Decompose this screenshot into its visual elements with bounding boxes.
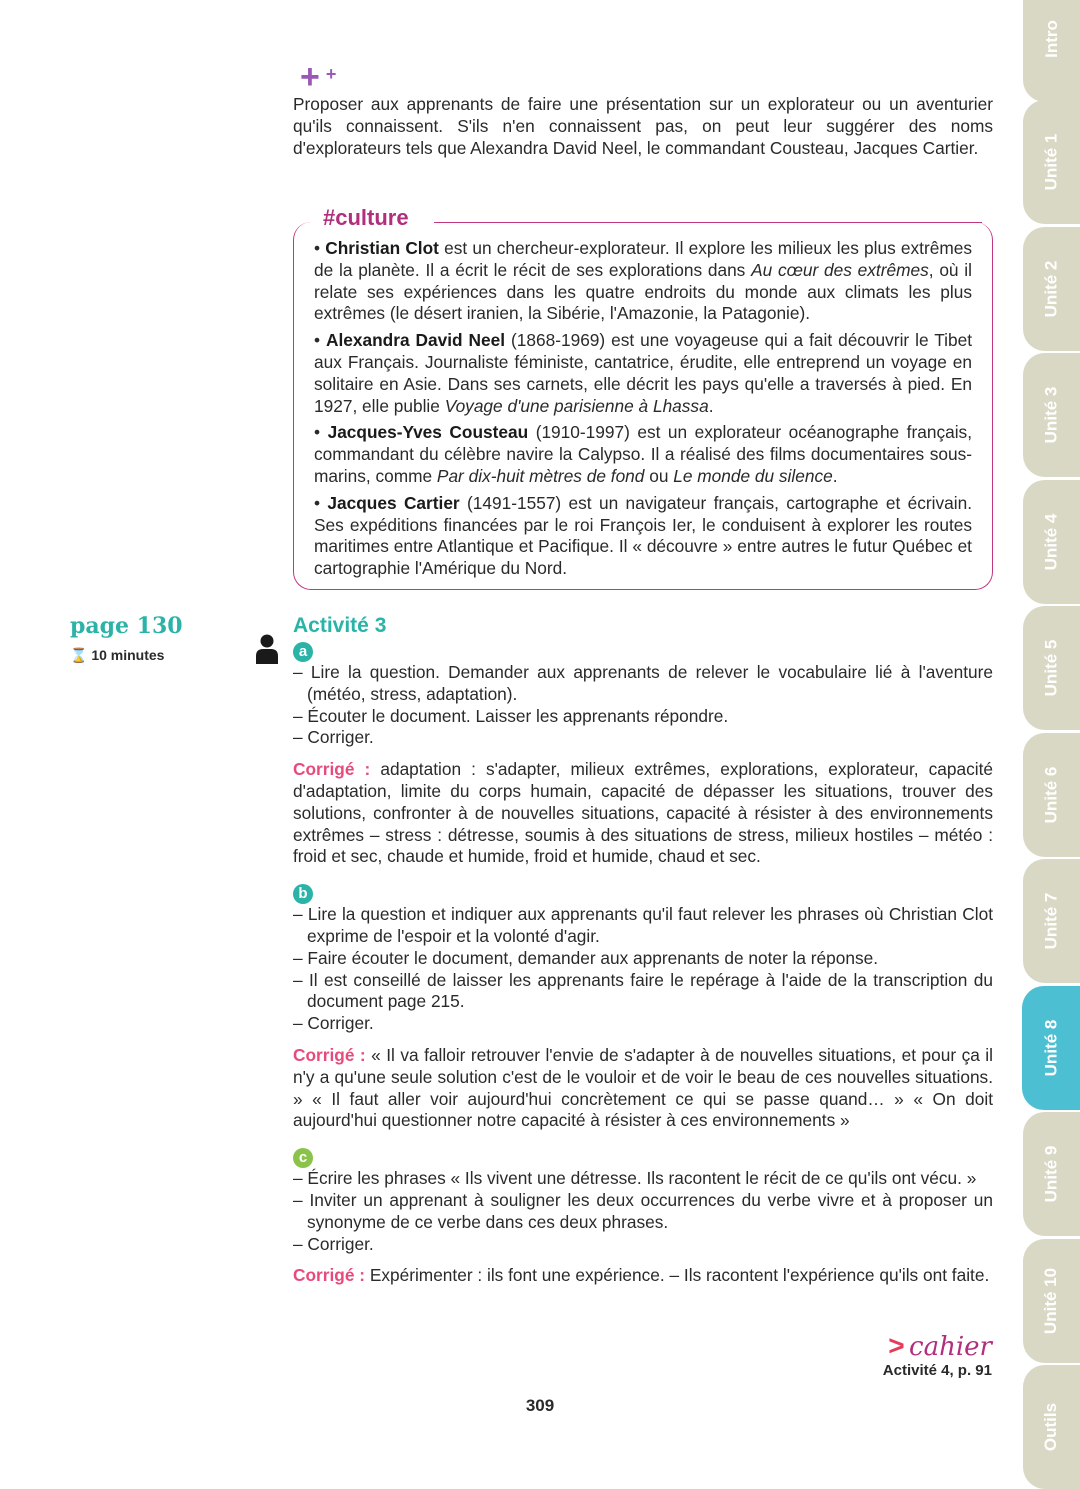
tab-unit-9[interactable]: Unité 9 bbox=[1023, 1112, 1080, 1236]
plus-icons bbox=[300, 58, 337, 96]
part-b-badge: b bbox=[293, 884, 313, 904]
activity-part-a bbox=[293, 640, 993, 868]
activity-part-c bbox=[293, 1146, 993, 1287]
duration: ⌛ 10 minutes bbox=[70, 647, 165, 663]
page-reference: page 130 bbox=[70, 613, 183, 639]
tab-unit-6[interactable]: Unité 6 bbox=[1023, 733, 1080, 857]
unit-tabs bbox=[1023, 0, 1080, 1465]
plus-icon: + bbox=[300, 58, 320, 96]
instruction-line: – Inviter un apprenant à souligner les deux occurrences du verbe vivre et à proposer un synonyme de ce verbe dans ces deux phrases. bbox=[293, 1189, 993, 1232]
culture-item: • Alexandra David Neel (1868-1969) est une voyageuse qui a fait découvrir le Tibet aux Français. Journaliste féministe, cantatrice, érudite, elle entreprend un voyage en solitaire en Asie. Dans ses carnets, elle décrit les pays qu'elle a traversés à pied. En 1927, elle publie Voyage d'une parisienne à Lhassa. bbox=[314, 330, 972, 416]
part-c-badge: c bbox=[293, 1148, 313, 1168]
activity-3 bbox=[293, 614, 993, 1287]
tab-unit-5[interactable]: Unité 5 bbox=[1023, 606, 1080, 730]
instruction-line: – Lire la question. Demander aux apprenants de relever le vocabulaire lié à l'aventure (météo, stress, adaptation). bbox=[293, 662, 993, 704]
corrige: Corrigé : « Il va falloir retrouver l'envie de s'adapter à de nouvelles situations, et pour ça il n'y a qu'une seule solution c'est de le vouloir et de voir le beau de ces nouvelles situations. » « Il faut aller voir aujourd'hui concrètement ce qui se passe quand… » « On doit aujourd'hui questionner notre capacité à résister à ces environnements » bbox=[293, 1044, 993, 1131]
instruction-line: – Faire écouter le document, demander aux apprenants de noter la réponse. bbox=[293, 947, 879, 968]
instruction-line: – Corriger. bbox=[293, 1013, 374, 1034]
cahier-reference: > cahier Activité 4, p. 91 bbox=[882, 1330, 992, 1379]
culture-item: • Jacques Cartier (1491-1557) est un navigateur français, cartographe et écrivain. Ses expéditions financées par le roi François Ier, le conduisent à explorer les routes maritimes entre Atlantique et Pacifique. Il « découvre » entre autres le futur Québec et cartographie l'Amérique du Nord. bbox=[314, 492, 972, 579]
tab-unit-1[interactable]: Unité 1 bbox=[1023, 100, 1080, 224]
instruction-line: – Écrire les phrases « Ils vivent une détresse. Ils racontent le récit de ce qu'ils ont vécu. » bbox=[293, 1168, 977, 1189]
culture-title: #culture bbox=[323, 205, 417, 231]
corrige: Corrigé : Expérimenter : ils font une expérience. – Ils racontent l'expérience qu'ils ont faite. bbox=[293, 1265, 990, 1286]
tab-unit-8[interactable]: Unité 8 bbox=[1022, 986, 1080, 1110]
plus-small-icon: + bbox=[325, 64, 337, 84]
page-number: 309 bbox=[525, 1396, 555, 1415]
instruction-line: – Écouter le document. Laisser les apprenants répondre. bbox=[293, 705, 729, 726]
instruction-line: – Il est conseillé de laisser les apprenants faire le repérage à l'aide de la transcription du document page 215. bbox=[293, 969, 993, 1012]
tab-unit-7[interactable]: Unité 7 bbox=[1023, 859, 1080, 983]
margin-info bbox=[70, 613, 183, 664]
part-a-badge: a bbox=[293, 642, 313, 662]
tab-unit-10[interactable]: Unité 10 bbox=[1023, 1239, 1080, 1363]
intro-paragraph: Proposer aux apprenants de faire une présentation sur un explorateur ou un aventurier qu'ils connaissent. S'ils n'en connaissent pas, on peut leur suggérer des noms d'explorateurs tels que Alexandra David Neel, le commandant Cousteau, Jacques Cartier. bbox=[293, 94, 993, 158]
corrige: Corrigé : adaptation : s'adapter, milieux extrêmes, explorations, explorateur, capacité d'adaptation, limite du corps humain, capacité de dépasser les situations, trouver des solutions, confronter à de nouvelles situations, capacité à résister à des environnements extrêmes – stress : détresse, soumis à des situations de stress, milieux hostiles – météo : froid et sec, chaude et humide, froid et humide, chaud et sec. bbox=[293, 759, 993, 867]
tab-unit-4[interactable]: Unité 4 bbox=[1023, 480, 1080, 604]
instruction-line: – Corriger. bbox=[293, 727, 374, 748]
activity-title: Activité 3 bbox=[293, 614, 387, 637]
culture-box bbox=[293, 222, 993, 590]
tab-outils[interactable]: Outils bbox=[1023, 1365, 1080, 1489]
hourglass-icon: ⌛ bbox=[70, 647, 88, 663]
instruction-line: – Corriger. bbox=[293, 1233, 374, 1254]
individual-work-icon bbox=[256, 634, 278, 664]
tab-unit-3[interactable]: Unité 3 bbox=[1023, 353, 1080, 477]
tab-unit-2[interactable]: Unité 2 bbox=[1023, 227, 1080, 351]
activity-part-b bbox=[293, 882, 993, 1132]
culture-item: • Christian Clot est un chercheur-explorateur. Il explore les milieux les plus extrêmes de la planète. Il a écrit le récit de ses explorations dans Au cœur des extrêmes, où il relate ses expériences dans les quatre endroits du monde aux climats les plus extrêmes (le désert iranien, la Sibérie, l'Amazonie, la Patagonie). bbox=[314, 238, 972, 324]
arrow-icon: > bbox=[888, 1330, 905, 1361]
instruction-line: – Lire la question et indiquer aux apprenants qu'il faut relever les phrases où Christian Clot exprime de l'espoir et la volonté d'agir. bbox=[293, 904, 993, 946]
culture-item: • Jacques-Yves Cousteau (1910-1997) est un explorateur océanographe français, commandant du célèbre navire la Calypso. Il a réalisé des films documentaires sous-marins, comme Par dix-huit mètres de fond ou Le monde du silence. bbox=[314, 422, 972, 486]
tab-intro[interactable]: Intro bbox=[1023, 0, 1080, 102]
